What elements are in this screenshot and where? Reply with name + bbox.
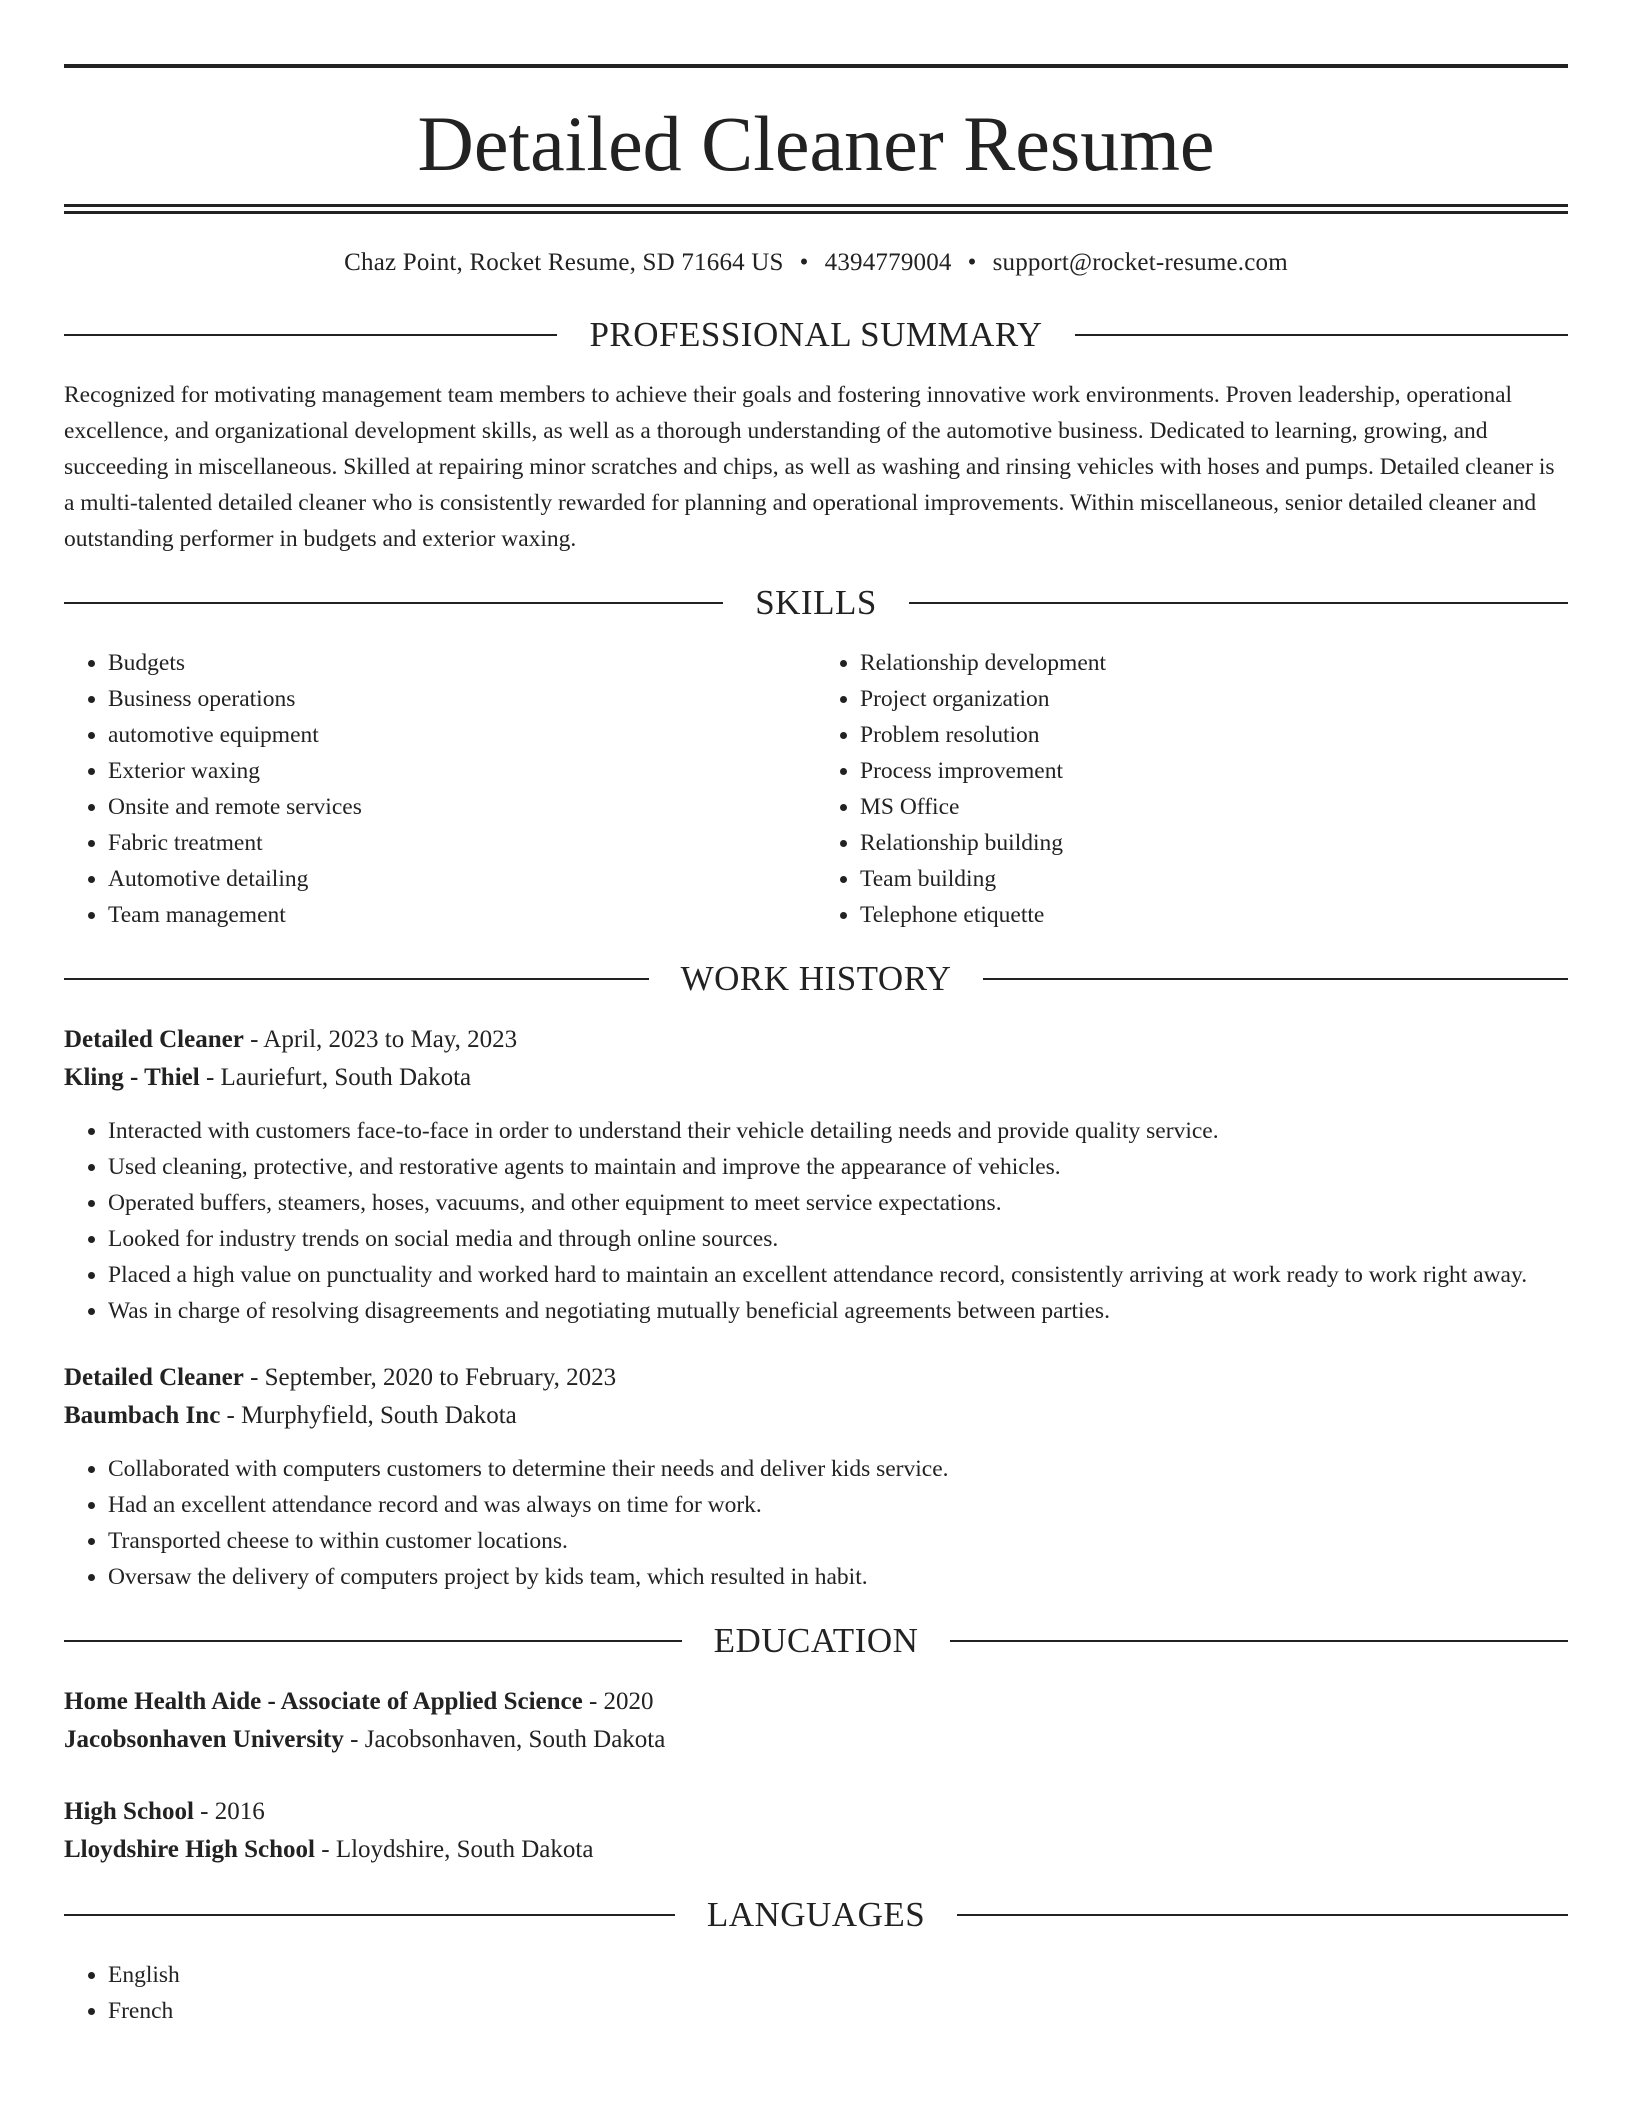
skill-item: • Relationship building [860,825,1568,861]
skill-item: • Automotive detailing [108,861,816,897]
job-dates: - April, 2023 to May, 2023 [243,1026,518,1053]
skill-item: • Budgets [108,645,816,681]
section-rule [64,978,649,980]
skill-item: • Onsite and remote services [108,789,816,825]
skills-list-left [64,645,816,933]
summary-paragraph: Recognized for motivating management team members to achieve their goals and fostering innovative work environments. Proven leadership, operational excellence, and organizational development skills, as well as a thorough understanding of the automotive business. Dedicated to learning, growing, and succeeding in miscellaneous. Skilled at repairing minor scratches and chips, as well as washing and rinsing vehicles with hoses and pumps. Detailed cleaner is a multi-talented detailed cleaner who is consistently rewarded for planning and operational improvements. Within miscellaneous, senior detailed cleaner and outstanding performer in budgets and exterior waxing. [64,382,1555,552]
section-header-work [64,959,1568,999]
section-title-education: EDUCATION [713,1621,919,1660]
job-entry [64,1021,1568,1329]
language-item: • English [108,1957,1568,1993]
education-degree: Home Health Aide - Associate of Applied Science [64,1688,583,1715]
section-title-summary: PROFESSIONAL SUMMARY [589,315,1043,354]
job-title: Detailed Cleaner [64,1026,244,1053]
skill-item: • Process improvement [860,753,1568,789]
job-bullet: • Looked for industry trends on social media and through online sources. [108,1221,1568,1257]
language-item: • French [108,1993,1568,2029]
section-rule [983,978,1568,980]
skill-item: • Problem resolution [860,717,1568,753]
job-bullet: • Operated buffers, steamers, hoses, vacuums, and other equipment to meet service expectations. [108,1185,1568,1221]
education-degree: High School [64,1798,194,1825]
skill-item: • Exterior waxing [108,753,816,789]
skills-columns [64,645,1568,933]
education-entry [64,1683,1568,1759]
section-header-education [64,1621,1568,1661]
education-location: - Jacobsonhaven, South Dakota [343,1726,666,1753]
contact-separator: • [799,249,809,276]
education-year: - 2020 [582,1688,654,1715]
job-bullet: • Interacted with customers face-to-face in order to understand their vehicle detailing needs and provide quality service. [108,1113,1568,1149]
skill-item: • Team building [860,861,1568,897]
skill-item: • Business operations [108,681,816,717]
contact-separator: • [967,249,977,276]
section-rule [64,602,723,604]
job-header [64,1359,1568,1435]
contact-phone: 4394779004 [824,249,952,276]
section-rule [64,1914,675,1916]
job-bullet: • Had an excellent attendance record and was always on time for work. [108,1487,1568,1523]
skills-list-right [816,645,1568,933]
education-school: Lloydshire High School [64,1836,315,1863]
section-header-summary [64,315,1568,355]
job-company: Baumbach Inc [64,1402,221,1429]
contact-line [64,249,1568,289]
skill-item: • automotive equipment [108,717,816,753]
section-rule [64,334,557,336]
job-bullets [64,1451,1568,1595]
section-rule [950,1640,1568,1642]
job-bullet: • Was in charge of resolving disagreements and negotiating mutually beneficial agreements between parties. [108,1293,1568,1329]
job-location: - Murphyfield, South Dakota [220,1402,517,1429]
job-location: - Lauriefurt, South Dakota [199,1064,472,1091]
skill-item: • Fabric treatment [108,825,816,861]
job-bullet: • Used cleaning, protective, and restorative agents to maintain and improve the appearance of vehicles. [108,1149,1568,1185]
job-bullet: • Oversaw the delivery of computers project by kids team, which resulted in habit. [108,1559,1568,1595]
job-bullet: • Transported cheese to within customer locations. [108,1523,1568,1559]
section-title-skills: SKILLS [755,583,877,622]
education-year: - 2016 [193,1798,265,1825]
skill-item: • MS Office [860,789,1568,825]
top-rule [64,64,1568,68]
skill-item: • Telephone etiquette [860,897,1568,933]
title-double-rule [64,204,1568,214]
education-location: - Lloydshire, South Dakota [315,1836,594,1863]
education-entry [64,1793,1568,1869]
job-bullet: • Collaborated with computers customers to determine their needs and deliver kids service. [108,1451,1568,1487]
languages-list [64,1957,1568,2029]
section-title-languages: LANGUAGES [706,1895,926,1934]
contact-email: support@rocket-resume.com [992,249,1288,276]
skill-item: • Team management [108,897,816,933]
section-rule [1075,334,1568,336]
section-header-languages [64,1895,1568,1935]
section-rule [957,1914,1568,1916]
job-bullets [64,1113,1568,1329]
skill-item: • Project organization [860,681,1568,717]
section-rule [64,1640,682,1642]
section-title-work: WORK HISTORY [680,959,952,998]
contact-address: Chaz Point, Rocket Resume, SD 71664 US [344,249,784,276]
education-school: Jacobsonhaven University [64,1726,344,1753]
job-bullet: • Placed a high value on punctuality and worked hard to maintain an excellent attendance record, consistently arriving at work ready to work right away. [108,1257,1568,1293]
resume-title: Detailed Cleaner Resume [417,100,1215,187]
skill-item: • Relationship development [860,645,1568,681]
job-dates: - September, 2020 to February, 2023 [243,1364,617,1391]
section-rule [909,602,1568,604]
job-header [64,1021,1568,1097]
job-company: Kling - Thiel [64,1064,200,1091]
section-header-skills [64,583,1568,623]
job-title: Detailed Cleaner [64,1364,244,1391]
job-entry [64,1359,1568,1595]
